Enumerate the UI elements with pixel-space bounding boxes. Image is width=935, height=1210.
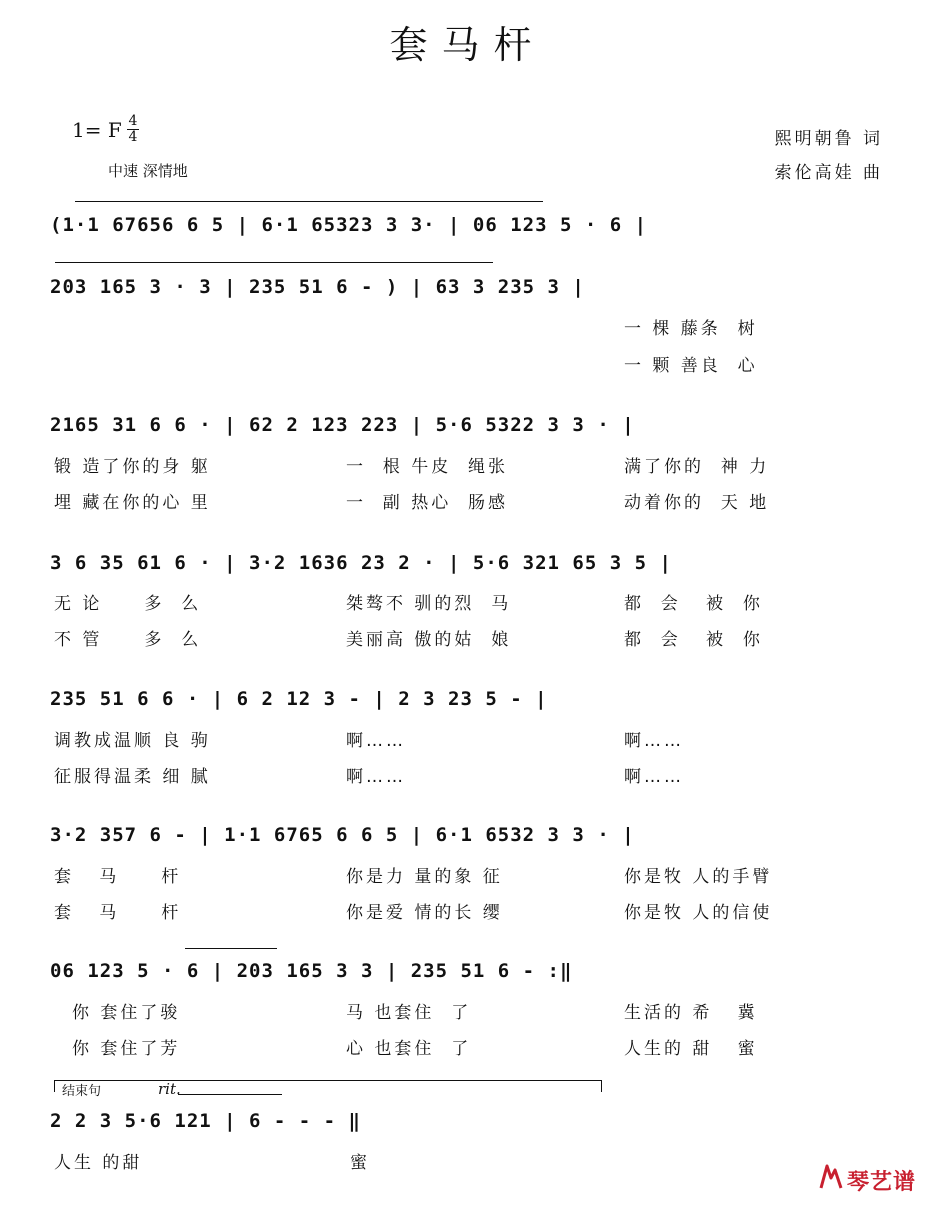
lyrics-row-5-v1-m2: 啊…… (346, 731, 406, 751)
lyrics-row-4-v2-m2: 美丽高 傲的姑 娘 (346, 630, 512, 650)
lyrics-row-4-v1-m1: 无 论 多 么 (54, 594, 202, 614)
lyricist-credit: 熙明朝鲁 词 (774, 129, 883, 149)
lyrics-row-4-v2-m3: 都 会 被 你 (624, 630, 763, 650)
lyrics-row-3-v2-m2: 一 副 热心 肠感 (346, 493, 509, 513)
lyrics-row-8-m1: 人生 的甜 (54, 1153, 143, 1173)
lyrics-row-3-v2-m3: 动着你的 天 地 (624, 493, 770, 513)
meter-top: 4 (128, 113, 138, 129)
ending-bracket-left (54, 1080, 55, 1092)
composer-credit: 索伦高娃 曲 (774, 163, 883, 183)
slur-row-2 (55, 262, 493, 263)
lyrics-row-5-v2-m3: 啊…… (624, 767, 684, 787)
lyrics-row-4-v2-m1: 不 管 多 么 (54, 630, 202, 650)
meter-bottom: 4 (128, 129, 138, 145)
lyrics-row-3-v1-m3: 满了你的 神 力 (624, 457, 770, 477)
notation-row-3: 2165 31 6 6 · | 62 2 123 223 | 5·6 5322 3 3 · | (50, 414, 635, 436)
lyrics-row-6-v2-m2: 你是爱 情的长 缨 (346, 903, 503, 923)
lyrics-row-2-verse-1: 一 棵 藤条 树 (624, 319, 758, 339)
lyrics-row-7-v1-m2: 马 也套住 了 (346, 1003, 472, 1023)
slur-row-7 (185, 948, 277, 949)
lyrics-row-7-v2-m3: 人生的 甜 蜜 (624, 1039, 758, 1059)
lyrics-row-5-v1-m3: 啊…… (624, 731, 684, 751)
lyrics-row-7-v1-m3: 生活的 希 冀 (624, 1003, 758, 1023)
lyrics-row-3-v1-m2: 一 根 牛皮 绳张 (346, 457, 509, 477)
notation-row-5: 235 51 6 6 · | 6 2 12 3 - | 2 3 23 5 - | (50, 688, 548, 710)
ritardando-marking: rit. (158, 1080, 181, 1098)
lyrics-row-6-v1-m3: 你是牧 人的手臂 (624, 867, 773, 887)
ending-bracket-line (54, 1080, 602, 1081)
ending-section-label: 结束句 (62, 1084, 102, 1099)
lyrics-row-6-v1-m2: 你是力 量的象 征 (346, 867, 503, 887)
qinyipu-logo-icon (817, 1162, 845, 1192)
notation-row-6: 3·2 357 6 - | 1·1 6765 6 6 5 | 6·1 6532 3 3 · | (50, 824, 635, 846)
tempo-marking: 中速 深情地 (108, 162, 188, 180)
lyrics-row-8-m2: 蜜 (350, 1153, 370, 1173)
lyrics-row-3-v1-m1: 锻 造了你的身 躯 (54, 457, 211, 477)
lyrics-row-7-v1-m1: 你 套住了骏 (72, 1003, 181, 1023)
time-signature (126, 114, 140, 145)
notation-row-4: 3 6 35 61 6 · | 3·2 1636 23 2 · | 5·6 321 65 3 5 | (50, 552, 672, 574)
lyrics-row-6-v2-m3: 你是牧 人的信使 (624, 903, 773, 923)
lyrics-row-4-v1-m2: 桀骜不 驯的烈 马 (346, 594, 512, 614)
lyrics-row-5-v2-m2: 啊…… (346, 767, 406, 787)
watermark-brand: 琴艺谱 (847, 1170, 917, 1195)
slur-row-8 (178, 1094, 282, 1095)
watermark-logo (817, 1162, 921, 1196)
lyrics-row-6-v1-m1: 套 马 杆 (54, 867, 182, 887)
lyrics-row-4-v1-m3: 都 会 被 你 (624, 594, 763, 614)
ending-bracket-right (601, 1080, 602, 1092)
slur-row-1 (75, 201, 543, 202)
lyrics-row-3-v2-m1: 埋 藏在你的心 里 (54, 493, 211, 513)
notation-row-1: (1·1 67656 6 5 | 6·1 65323 3 3· | 06 123 5 · 6 | (50, 214, 648, 236)
lyrics-row-2-verse-2: 一 颗 善良 心 (624, 356, 758, 376)
key-signature: 1= F (72, 118, 122, 142)
lyrics-row-5-v2-m1: 征服得温柔 细 腻 (54, 767, 211, 787)
lyrics-row-6-v2-m1: 套 马 杆 (54, 903, 182, 923)
notation-row-7: 06 123 5 · 6 | 203 165 3 3 | 235 51 6 - :‖ (50, 960, 573, 982)
lyrics-row-5-v1-m1: 调教成温顺 良 驹 (54, 731, 211, 751)
lyrics-row-7-v2-m2: 心 也套住 了 (346, 1039, 472, 1059)
song-title: 套马杆 (389, 23, 546, 67)
notation-row-8: 2 2 3 5·6 121 | 6 - - - ‖ (50, 1110, 361, 1132)
notation-row-2: 203 165 3 · 3 | 235 51 6 - ) | 63 3 235 3 | (50, 276, 585, 298)
lyrics-row-7-v2-m1: 你 套住了芳 (72, 1039, 181, 1059)
